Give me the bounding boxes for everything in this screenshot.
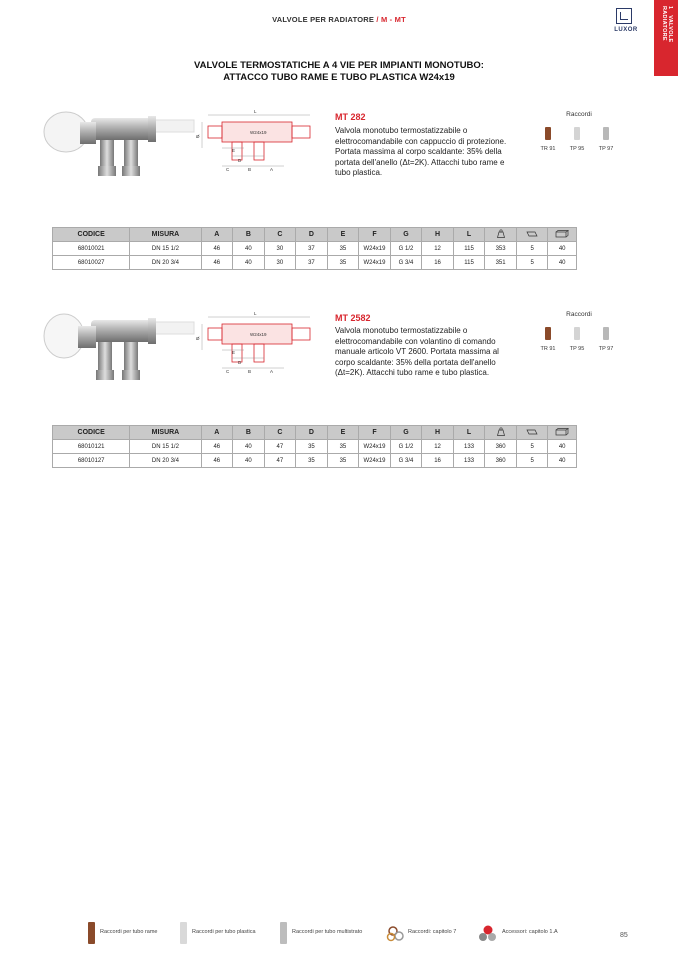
- table-row: 68010027 DN 20 3/4 46 40 30 37 35 W24x19 G 3/4 16 115 351 5 40: [53, 256, 577, 270]
- table-header-row: CODICE MISURA A B C D E F G H L: [53, 228, 577, 242]
- footer-legend-plastic: Raccordi per tubo plastica: [180, 922, 280, 944]
- svg-text:D: D: [238, 158, 242, 163]
- raccordi-title-mt282: Raccordi: [566, 111, 592, 118]
- table-row: 68010121 DN 15 1/2 46 40 47 35 35 W24x19 G 1/2 12 133 360 5 40: [53, 440, 577, 454]
- svg-text:E: E: [232, 148, 236, 153]
- spec-table-mt2582: [52, 425, 577, 468]
- product-code-mt282: MT 282: [335, 112, 366, 122]
- weight-icon: [485, 228, 517, 242]
- accessories-cluster-icon: [478, 925, 498, 942]
- svg-text:Ø: Ø: [196, 336, 200, 341]
- multilayer-fitting-icon: [603, 127, 609, 140]
- luxor-logo: LUXOR: [610, 8, 642, 38]
- page-number: 85: [620, 932, 628, 939]
- product-description-mt2582: Valvola monotubo termostatizzabile o elettrocomandabile con volantino di comando manuale articolo VT 2600. Portata massima al corpo scaldante: 35% della portata dell'anello (Δt=2K). Attacchi tubo rame e tubo plastica.: [335, 326, 499, 378]
- svg-text:B: B: [248, 369, 252, 374]
- svg-text:A: A: [270, 369, 274, 374]
- svg-text:Ø: Ø: [196, 134, 200, 139]
- table-header-row: CODICE MISURA A B C D E F G H L: [53, 426, 577, 440]
- svg-text:A: A: [270, 167, 274, 172]
- svg-text:E: E: [232, 350, 236, 355]
- header-section-title: VALVOLE PER RADIATORE / M - MT: [272, 15, 406, 24]
- technical-drawing-mt282: [188, 108, 328, 178]
- box-icon: [548, 228, 577, 242]
- table-row: 68010021 DN 15 1/2 46 40 30 37 35 W24x19 G 1/2 12 115 353 5 40: [53, 242, 577, 256]
- fittings-cluster-icon: [386, 926, 406, 942]
- box-icon: [548, 426, 577, 440]
- multilayer-fitting-icon: [280, 922, 287, 944]
- copper-fitting-icon: [545, 127, 551, 140]
- footer-legend-chapter7: Raccordi: capitolo 7: [386, 922, 486, 944]
- weight-icon: [485, 426, 517, 440]
- valve-photo-mt2582: [36, 306, 196, 388]
- page-title: VALVOLE TERMOSTATICHE A 4 VIE PER IMPIANTI MONOTUBO: ATTACCO TUBO RAME E TUBO PLASTICA W24x19: [194, 60, 484, 83]
- plastic-fitting-icon: [574, 327, 580, 340]
- raccordi-title-mt2582: Raccordi: [566, 311, 592, 318]
- svg-text:C: C: [226, 167, 230, 172]
- product-description-mt282: Valvola monotubo termostatizzabile o elettrocomandabile con cappuccio di protezione. Portata massima al corpo scaldante: 35% della portata dell'anello (Δt=2K). Attacchi tubo rame e tubo plastica.: [335, 126, 507, 178]
- plastic-fitting-icon: [574, 127, 580, 140]
- footer-legend-multilayer: Raccordi per tubo multistrato: [280, 922, 390, 944]
- chapter-side-tab: 1 VALVOLE RADIATORE: [654, 0, 678, 76]
- table-row: 68010127 DN 20 3/4 46 40 47 35 35 W24x19 G 3/4 16 133 360 5 40: [53, 454, 577, 468]
- valve-photo-mt282: [36, 104, 196, 184]
- footer-legend-copper: Raccordi per tubo rame: [88, 922, 188, 944]
- technical-drawing-mt2582: [188, 310, 328, 380]
- plastic-fitting-icon: [180, 922, 187, 944]
- multilayer-fitting-icon: [603, 327, 609, 340]
- svg-text:L: L: [254, 109, 257, 114]
- spec-table-mt282: [52, 227, 577, 270]
- product-code-mt2582: MT 2582: [335, 313, 371, 323]
- copper-fitting-icon: [88, 922, 95, 944]
- svg-text:C: C: [226, 369, 230, 374]
- svg-text:W24x19: W24x19: [250, 332, 267, 337]
- logo-icon: [616, 8, 632, 24]
- copper-fitting-icon: [545, 327, 551, 340]
- svg-text:B: B: [248, 167, 252, 172]
- package-icon: [516, 426, 548, 440]
- svg-text:D: D: [238, 360, 242, 365]
- svg-text:L: L: [254, 311, 257, 316]
- footer-legend-accessories: Accessori: capitolo 1.A: [478, 922, 578, 944]
- package-icon: [516, 228, 548, 242]
- svg-text:W24x19: W24x19: [250, 130, 267, 135]
